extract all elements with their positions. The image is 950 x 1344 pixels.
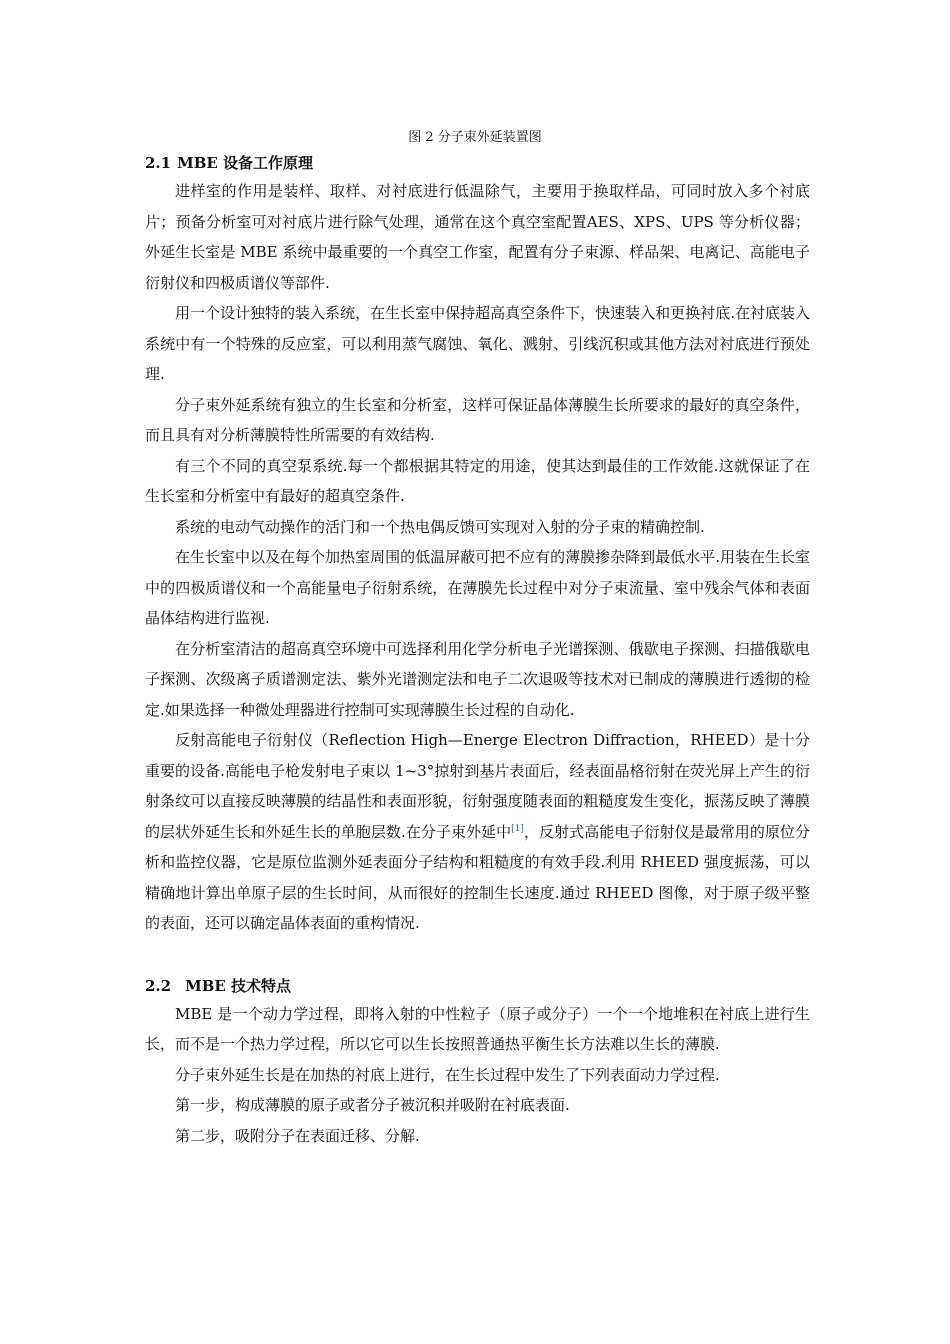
paragraph: 第二步，吸附分子在表面迁移、分解. [175, 1126, 420, 1145]
paragraph: MBE 是一个动力学过程，即将入射的中性粒子（原子或分子）一个一个地堆积在衬底上进行生长，而不是一个热力学过程，所以它可以生长按照普通热平衡生长方法难以生长的薄膜. [145, 1004, 810, 1053]
paragraph: 分子束外延系统有独立的生长室和分析室，这样可保证晶体薄膜生长所要求的最好的真空条件，而且具有对分析薄膜特性所需要的有效结构. [145, 395, 810, 444]
section-number: 2.1 [145, 154, 172, 172]
paragraph-rheed [145, 725, 810, 939]
section-title: MBE 技术特点 [185, 976, 292, 995]
section-number: 2.2 [145, 976, 172, 995]
paragraph: 进样室的作用是装样、取样、对衬底进行低温除气，主要用于换取样品，可同时放入多个衬底片；预备分析室可对衬底片进行除气处理，通常在这个真空室配置AES、XPS、UPS 等分析仪器；外延生长室是 MBE 系统中最重要的一个真空工作室，配置有分子束源、样品架、电离记、高能电子衍射仪和四极质谱仪等部件. [145, 182, 810, 292]
paragraph: 分子束外延生长是在加热的衬底上进行，在生长过程中发生了下列表面动力学过程. [175, 1065, 720, 1084]
paragraph: 系统的电动气动操作的活门和一个热电偶反馈可实现对入射的分子束的精确控制. [175, 517, 705, 536]
section-title: MBE 设备工作原理 [177, 154, 314, 172]
section-heading-2-1 [145, 150, 810, 176]
paragraph-text: ，反射式高能电子衍射仪是最常用的原位分析和监控仪器，它是原位监测外延表面分子结构和粗糙度的有效手段.利用 RHEED 强度振荡，可以精确地计算出单原子层的生长时间，从而很好的控制生长速度.通过 RHEED 图像，对于原子级平整的表面，还可以确定晶体表面的重构情况. [145, 822, 810, 932]
section-heading-2-2 [145, 973, 810, 999]
paragraph-text: 反射高能电子衍射仪（Reflection High—Energe Electron Diffraction，RHEED）是十分重要的设备.高能电子枪发射电子束以 1~3°掠射到基片表面后，经表面晶格衍射在荧光屏上产生的衍射条纹可以直接反映薄膜的结晶性和表面形貌，衍射强度随表面的粗糙度发生变化，振荡反映了薄膜的层状外延生长和外延生长的单胞层数.在分子束外延中 [145, 731, 810, 841]
citation-link[interactable]: [1] [511, 823, 524, 834]
paragraph: 用一个设计独特的装入系统，在生长室中保持超高真空条件下，快速装入和更换衬底.在衬底装入系统中有一个特殊的反应室，可以利用蒸气腐蚀、氧化、溅射、引线沉积或其他方法对衬底进行预处理. [145, 304, 810, 383]
paragraph: 在分析室清洁的超高真空环境中可选择利用化学分析电子光谱探测、俄歇电子探测、扫描俄歇电子探测、次级离子质谱测定法、紫外光谱测定法和电子二次退吸等技术对已制成的薄膜进行透彻的检定.如果选择一种微处理器进行控制可实现薄膜生长过程的自动化. [145, 639, 810, 719]
figure-caption: 图 2 分子束外延装置图 [408, 130, 542, 145]
paragraph: 在生长室中以及在每个加热室周围的低温屏蔽可把不应有的薄膜掺杂降到最低水平.用装在生长室中的四极质谱仪和一个高能量电子衍射系统，在薄膜先长过程中对分子束流量、室中残余气体和表面晶体结构进行监视. [145, 548, 810, 627]
paragraph: 有三个不同的真空泵系统.每一个都根据其特定的用途，使其达到最佳的工作效能.这就保证了在生长室和分析室中有最好的超真空条件. [145, 456, 810, 505]
paragraph: 第一步，构成薄膜的原子或者分子被沉积并吸附在衬底表面. [175, 1096, 570, 1114]
document-body [145, 150, 810, 1151]
